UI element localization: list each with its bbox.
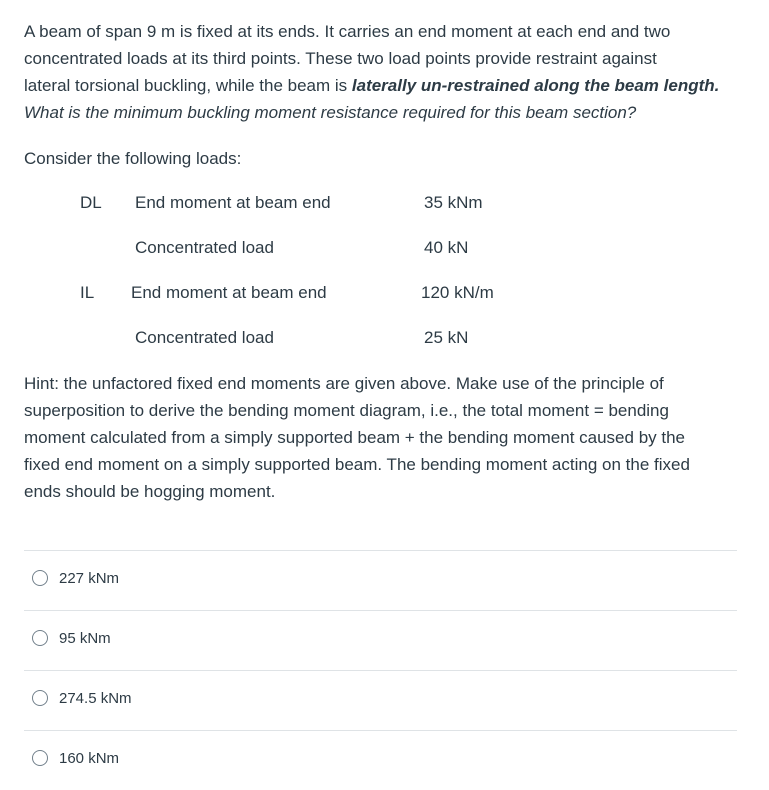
load-value: 40 kN (424, 238, 469, 257)
consider-loads-heading: Consider the following loads: (24, 149, 242, 168)
question-line-3 (24, 72, 744, 99)
load-description: End moment at beam end (135, 193, 331, 212)
load-category: IL (80, 283, 95, 302)
radio-button[interactable] (32, 690, 48, 706)
answer-label[interactable]: 95 kNm (59, 630, 111, 647)
load-row (0, 324, 769, 351)
answer-label[interactable]: 274.5 kNm (59, 690, 132, 707)
hint-line-1: Hint: the unfactored fixed end moments are given above. Make use of the principle of (24, 374, 664, 393)
hint-text (24, 370, 739, 505)
question-line-1: A beam of span 9 m is fixed at its ends. It carries an end moment at each end and two (24, 22, 671, 41)
hint-line-4: fixed end moment on a simply supported beam. The bending moment acting on the fixed (24, 455, 690, 474)
load-value: 25 kN (424, 328, 469, 347)
answer-option[interactable] (24, 550, 737, 610)
answer-option[interactable] (24, 610, 737, 670)
answer-option[interactable] (24, 730, 737, 790)
radio-button[interactable] (32, 570, 48, 586)
question-line-4: What is the minimum buckling moment resistance required for this beam section? (24, 103, 637, 122)
question-text (24, 18, 744, 126)
hint-line-3: moment calculated from a simply supported beam + the bending moment caused by the (24, 428, 685, 447)
load-category: DL (80, 193, 102, 212)
load-description: Concentrated load (135, 238, 274, 257)
load-description: Concentrated load (135, 328, 274, 347)
question-line-2: concentrated loads at its third points. These two load points provide restraint against (24, 49, 657, 68)
load-value: 35 kNm (424, 193, 483, 212)
hint-line-5: ends should be hogging moment. (24, 482, 276, 501)
answer-label[interactable]: 160 kNm (59, 750, 120, 767)
load-row (0, 189, 769, 216)
load-description: End moment at beam end (131, 283, 327, 302)
answer-options (24, 550, 737, 790)
question-emphasis: laterally un-restrained along the beam length. (351, 76, 720, 95)
load-row (0, 279, 769, 306)
load-row (0, 234, 769, 261)
answer-label[interactable]: 227 kNm (59, 570, 120, 587)
answer-option[interactable] (24, 670, 737, 730)
radio-button[interactable] (32, 750, 48, 766)
radio-button[interactable] (32, 630, 48, 646)
question-line-3-text: lateral torsional buckling, while the beam is (24, 76, 352, 95)
hint-line-2: superposition to derive the bending moment diagram, i.e., the total moment = bending (24, 401, 669, 420)
load-value: 120 kN/m (421, 283, 494, 302)
